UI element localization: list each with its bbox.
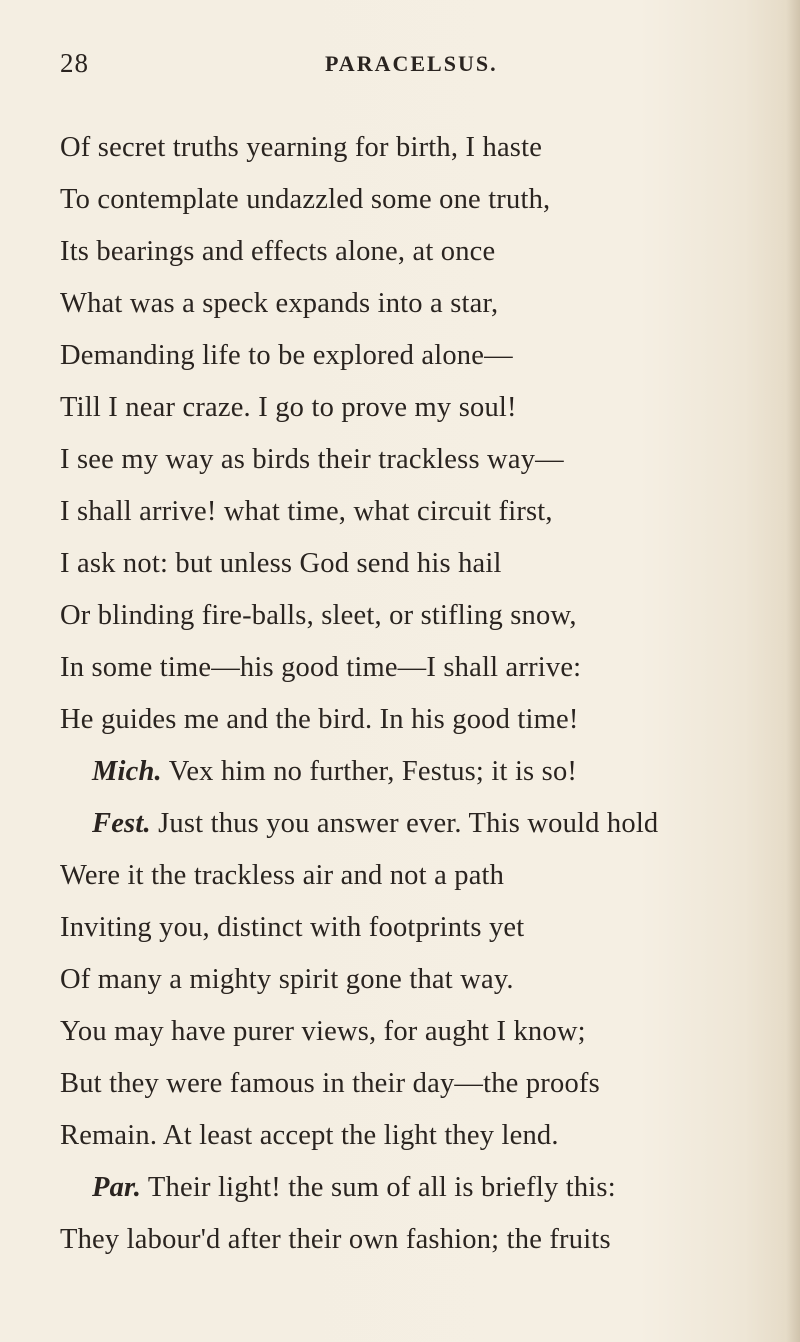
page-header bbox=[60, 48, 750, 88]
verse-line: He guides me and the bird. In his good time! bbox=[60, 704, 579, 735]
verse-line: Or blinding fire-balls, sleet, or stifling snow, bbox=[60, 600, 577, 631]
speech-line: Par. Their light! the sum of all is briefly this: bbox=[92, 1172, 616, 1203]
verse-line: Inviting you, distinct with footprints yet bbox=[60, 912, 525, 943]
verse-line: Were it the trackless air and not a path bbox=[60, 860, 505, 891]
verse-line: Demanding life to be explored alone— bbox=[60, 340, 513, 371]
verse-line: What was a speck expands into a star, bbox=[60, 288, 499, 319]
verse-line: To contemplate undazzled some one truth, bbox=[60, 184, 551, 215]
speaker-name: Par. bbox=[92, 1172, 142, 1203]
speaker-name: Fest. bbox=[92, 808, 151, 839]
verse-line: Of many a mighty spirit gone that way. bbox=[60, 964, 514, 995]
verse-line: But they were famous in their day—the proofs bbox=[60, 1068, 600, 1099]
page-edge-shadow bbox=[786, 0, 800, 1342]
verse-line: Remain. At least accept the light they lend. bbox=[60, 1120, 559, 1151]
speech-line: Fest. Just thus you answer ever. This would hold bbox=[92, 808, 659, 839]
running-head: PARACELSUS. bbox=[325, 51, 498, 76]
verse-line: You may have purer views, for aught I know; bbox=[60, 1016, 586, 1047]
verse-line: I see my way as birds their trackless way— bbox=[60, 444, 564, 475]
verse-line: They labour'd after their own fashion; the fruits bbox=[60, 1224, 611, 1255]
verse-line: I shall arrive! what time, what circuit first, bbox=[60, 496, 553, 527]
speech-line: Mich. Vex him no further, Festus; it is so! bbox=[92, 756, 578, 787]
verse-line: Till I near craze. I go to prove my soul! bbox=[60, 392, 517, 423]
page-number: 28 bbox=[60, 48, 89, 78]
verse-line: In some time—his good time—I shall arrive: bbox=[60, 652, 582, 683]
verse-line: Its bearings and effects alone, at once bbox=[60, 236, 496, 267]
speaker-name: Mich. bbox=[92, 756, 162, 787]
verse-line: I ask not: but unless God send his hail bbox=[60, 548, 502, 579]
verse-line: Of secret truths yearning for birth, I haste bbox=[60, 132, 543, 163]
